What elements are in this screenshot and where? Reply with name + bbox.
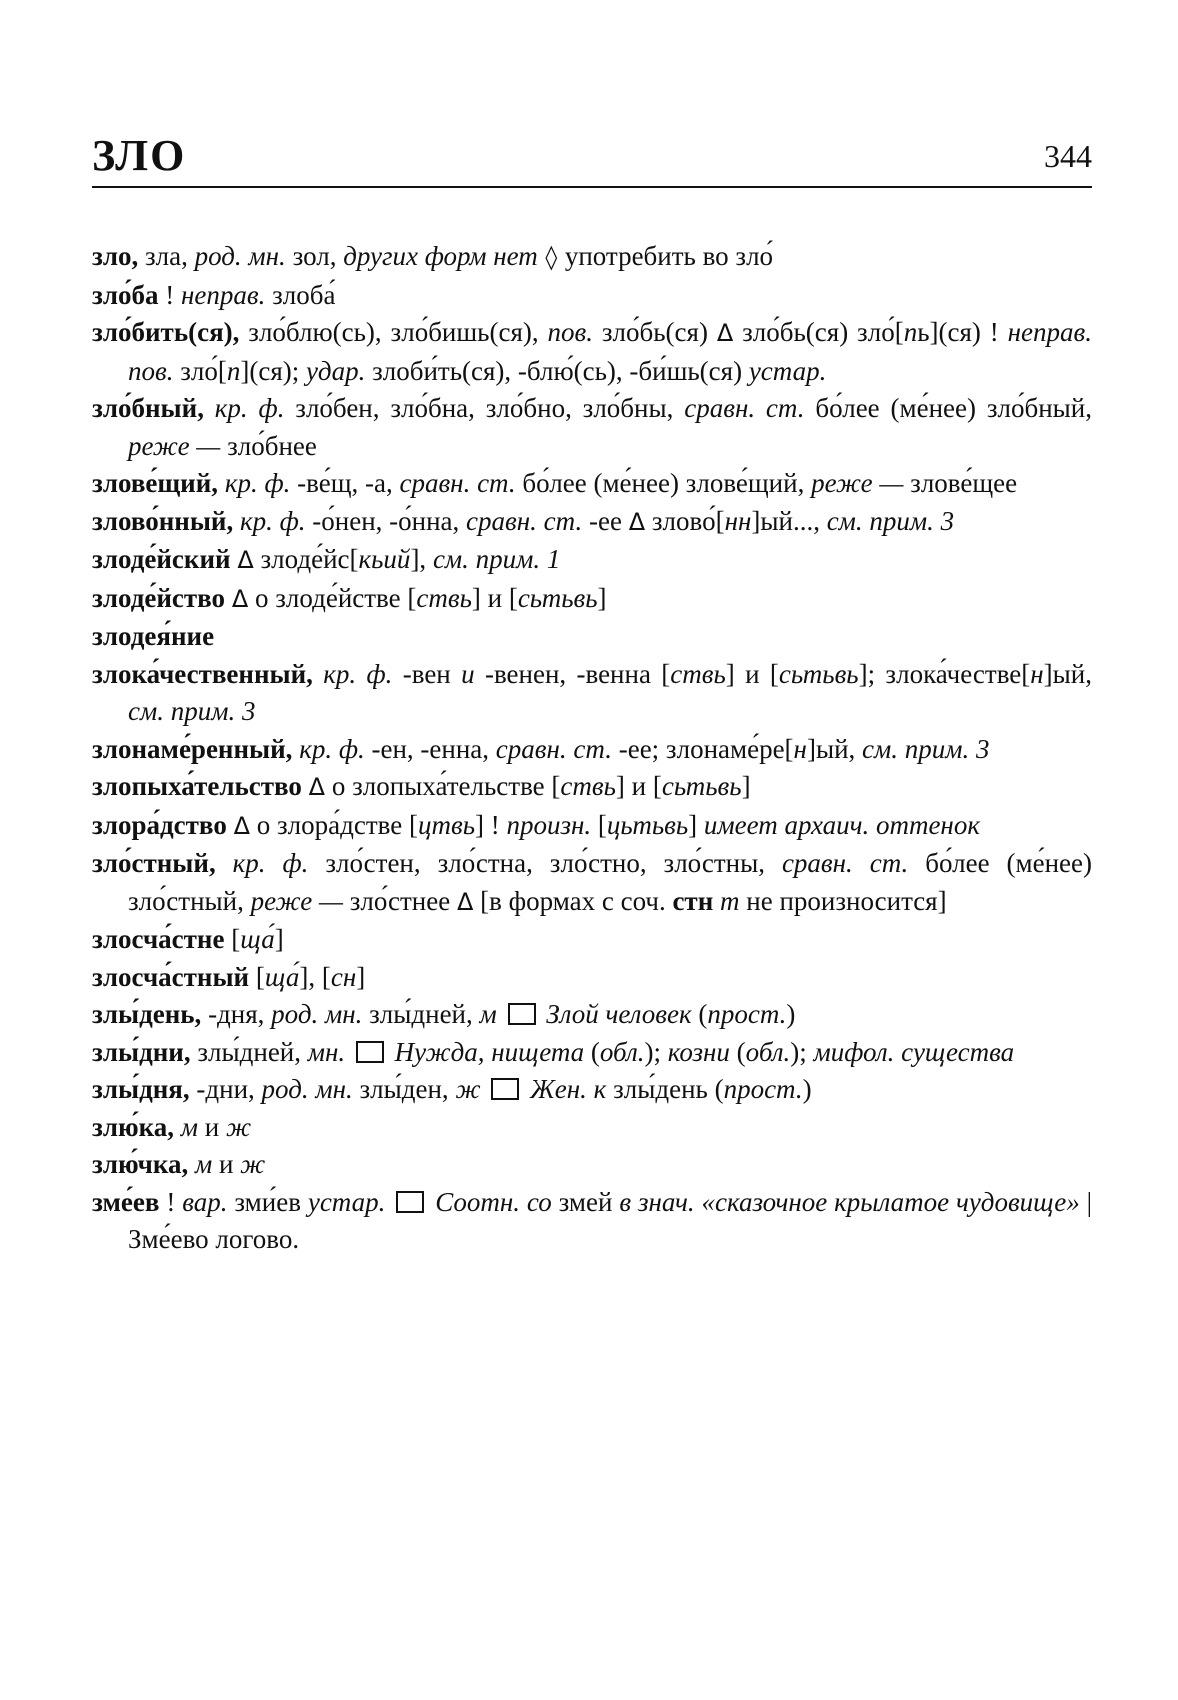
grammar-label: сьтьвь (661, 771, 742, 801)
entry-text: -венен, -венна [ (474, 658, 671, 689)
entry-headword: зло́бный, (92, 393, 204, 423)
entry-text: злы́дней, (362, 999, 480, 1029)
entry-headword: зло́бить(ся), (92, 317, 240, 347)
running-head (92, 128, 1092, 184)
bold-fragment: стн (672, 885, 714, 916)
dictionary-entry (92, 996, 1092, 1034)
grammar-label: и (461, 658, 475, 689)
dictionary-entry (92, 541, 1092, 580)
grammar-label: сравн. ст. (466, 505, 583, 536)
entry-text: ] ! (474, 809, 507, 840)
entry-text: ) (802, 1074, 812, 1104)
grammar-label: м (180, 1111, 199, 1142)
entry-text: -дни, (189, 1074, 262, 1104)
dictionary-entry (92, 314, 1092, 390)
entry-text: зол, (285, 241, 344, 271)
grammar-label: неправ. пов. (128, 317, 1092, 386)
entry-text: | Зме́ево логово. (128, 1186, 1093, 1254)
entry-text: о злоде́йстве [ (248, 582, 417, 613)
entry-headword: злю́ка, (92, 1111, 175, 1142)
entry-text: ]ый..., (751, 505, 827, 536)
entry-text (188, 1149, 195, 1179)
grammar-label: прост. (707, 999, 787, 1029)
grammar-label: сравн. ст. (684, 393, 805, 423)
entry-text: злоде́йс[ (253, 544, 359, 574)
entry-text: о злопыха́тельстве [ (325, 771, 561, 801)
entry-text (227, 810, 234, 840)
entry-text (225, 583, 232, 613)
entry-text: бо́лее (ме́нее) зло́бный, (804, 393, 1092, 423)
grammar-label: кр. ф. (232, 848, 309, 878)
entry-text: ](ся); (240, 355, 307, 386)
grammar-label: м (479, 999, 497, 1029)
dictionary-entry (92, 1034, 1092, 1072)
grammar-label: сьтьвь (517, 582, 598, 613)
dictionary-entry (92, 390, 1092, 465)
grammar-label: Нужда, нищета (394, 1036, 585, 1067)
entry-text: бо́лее (ме́нее) злове́щий, (515, 468, 812, 498)
grammar-label: реже — (250, 885, 343, 916)
entry-headword: злопыха́тельство (92, 771, 302, 801)
grammar-label: цтвь (417, 809, 475, 840)
grammar-label: цьтьвь (606, 809, 689, 840)
grammar-label: п (226, 355, 241, 386)
entry-text (713, 886, 720, 916)
entry-text: -ен, -енна, (364, 733, 496, 764)
dictionary-entry (92, 807, 1092, 846)
entry-text: -вен (392, 658, 462, 689)
grammar-label: имеет архаич. оттенок (703, 809, 980, 840)
grammar-label: удар. (306, 355, 366, 386)
grammar-label: реже — (811, 468, 904, 498)
header-rule (92, 186, 1092, 188)
entry-text: не произносится] (739, 885, 947, 916)
dictionary-entry (92, 618, 1092, 656)
entry-text: ]ый, (806, 733, 863, 764)
grammar-label: м (194, 1149, 213, 1179)
grammar-label: род. мн. (194, 241, 286, 271)
grammar-label: кр. ф. (323, 658, 393, 689)
entry-text (313, 659, 323, 689)
entry-text: -о́нен, -о́нна, (305, 505, 467, 536)
entry-text: ! (159, 1186, 183, 1217)
dictionary-entry (92, 921, 1092, 959)
grammar-label: обл. (745, 1036, 791, 1067)
entry-headword: злы́дни, (92, 1036, 191, 1067)
entry-text: ] (274, 924, 284, 954)
dictionary-entry (92, 503, 1092, 542)
grammar-label: кр. ф. (239, 505, 306, 536)
entry-text: ] (741, 771, 751, 801)
entry-text: ] (688, 809, 704, 840)
grammar-label: ща́ (264, 961, 300, 992)
dictionary-entry (92, 959, 1092, 997)
entry-text (388, 1037, 395, 1067)
grammar-label: козни (667, 1036, 730, 1067)
dictionary-entry (92, 1184, 1092, 1259)
dictionary-entry (92, 1071, 1092, 1109)
entry-text: злы́дней, (190, 1036, 308, 1067)
grammar-label: устар. (307, 1186, 386, 1217)
entry-text (345, 1037, 352, 1067)
entry-text: ) (786, 999, 796, 1029)
grammar-label: нн (724, 505, 752, 536)
entry-text: -ее (582, 505, 629, 536)
grammar-label: мифол. существа (813, 1036, 1015, 1067)
entry-headword: злоде́йство (92, 582, 226, 613)
dictionary-entry (92, 768, 1092, 807)
dictionary-entry (92, 1109, 1092, 1147)
entry-text: ]ый, (1043, 658, 1093, 689)
definition-box-icon (491, 1078, 519, 1100)
grammar-label: сьтьвь (778, 658, 859, 689)
entry-text: злоби́ть(ся), -блю́(сь), -би́шь(ся) (365, 355, 749, 386)
entry-headword: злосча́стный (92, 961, 250, 992)
grammar-label: Соотн. со (435, 1186, 552, 1217)
entry-text: зло́бнее (220, 430, 317, 461)
entry-text: зло́стнее (342, 885, 457, 916)
grammar-label: Жен. к (530, 1074, 607, 1104)
grammar-label: н (793, 733, 807, 764)
entry-list (92, 238, 1092, 1259)
entry-text: ( (584, 1036, 600, 1067)
delta-symbol-icon: Δ (456, 887, 474, 916)
grammar-label: реже — (128, 430, 221, 461)
entry-text: зла, (138, 241, 195, 271)
head-word: ЗЛО (92, 131, 187, 180)
grammar-label: обл. (599, 1036, 645, 1067)
entry-headword: злока́чественный, (92, 658, 313, 689)
grammar-label: ща́ (240, 924, 275, 954)
delta-symbol-icon: Δ (628, 507, 646, 536)
grammar-label: сравн. ст. (495, 733, 612, 764)
dictionary-entry (92, 580, 1092, 619)
dictionary-entry (92, 465, 1092, 503)
entry-text (218, 468, 225, 498)
grammar-label: сравн. ст. (781, 848, 909, 878)
entry-text: злоба́ (265, 279, 336, 310)
grammar-label: см. прим. 3 (862, 733, 990, 764)
entry-text: зло́блю(сь), зло́бишь(ся), (239, 317, 548, 347)
entry-headword: злосча́стне (92, 924, 225, 954)
entry-text: злово́[ (645, 505, 725, 536)
entry-text (204, 393, 215, 423)
entry-headword: злове́щий, (92, 468, 219, 498)
entry-text: ); (644, 1036, 668, 1067)
entry-text: ], [ (299, 961, 331, 992)
entry-text: и (212, 1149, 241, 1179)
entry-text: [ (224, 924, 241, 954)
grammar-label: см. прим. 3 (128, 696, 256, 726)
dictionary-entry (92, 277, 1092, 315)
grammar-label: род. мн. (261, 1074, 353, 1104)
entry-headword: злово́нный, (92, 505, 234, 536)
entry-text (385, 1187, 392, 1217)
grammar-label: н (1030, 658, 1044, 689)
entry-text: злове́щее (903, 468, 1018, 498)
entry-text: ] и [ (615, 771, 662, 801)
grammar-label: сн (330, 961, 357, 992)
grammar-label: род. мн. (271, 999, 363, 1029)
grammar-label: ствь (416, 582, 472, 613)
entry-text (216, 848, 233, 878)
grammar-label: кр. ф. (299, 733, 365, 764)
grammar-label: кр. ф. (224, 468, 291, 498)
entry-headword: злы́дня, (92, 1074, 190, 1104)
entry-text: употребить во зло́ (564, 241, 774, 271)
grammar-label: ствь (560, 771, 616, 801)
dictionary-entry (92, 731, 1092, 769)
grammar-label: кр. ф. (214, 393, 285, 423)
entry-headword: злы́день, (92, 999, 202, 1029)
entry-text: [ (249, 961, 265, 992)
entry-text: ] (597, 582, 607, 613)
grammar-label: см. прим. 3 (826, 505, 955, 536)
dictionary-entry (92, 845, 1092, 921)
entry-headword: зло́стный, (92, 848, 216, 878)
grammar-label: ствь (670, 658, 726, 689)
grammar-label: сравн. ст. (399, 468, 516, 498)
grammar-label: ж (455, 1074, 481, 1104)
entry-text: [ (591, 809, 607, 840)
entry-text (497, 999, 504, 1029)
grammar-label: произн. (506, 809, 592, 840)
page-number: 344 (1044, 138, 1092, 174)
delta-symbol-icon: Δ (716, 319, 734, 347)
grammar-label: устар. (748, 355, 827, 386)
entry-text: зло́стен, зло́стна, зло́стно, зло́стны, (308, 848, 782, 878)
grammar-label: см. прим. 1 (432, 544, 561, 574)
entry-headword: зме́ев (92, 1186, 160, 1217)
entry-text: и (198, 1111, 226, 1142)
entry-text: ] (356, 961, 366, 992)
grammar-label: в знач. «сказочное крылатое чудовище» (619, 1186, 1080, 1217)
entry-text: ); (790, 1036, 814, 1067)
entry-text: [в формах с соч. (473, 885, 673, 916)
entry-text: ]; злока́честве[ (858, 658, 1031, 689)
entry-text: ! (158, 279, 181, 310)
entry-text (302, 771, 309, 801)
dictionary-entry (92, 1146, 1092, 1184)
entry-text: о злора́дстве [ (250, 809, 418, 840)
grammar-label: прост. (723, 1074, 803, 1104)
entry-text: зми́ев (227, 1186, 308, 1217)
entry-text: зло́бен, зло́бна, зло́бно, зло́бны, (284, 393, 685, 423)
grammar-label: других форм нет (343, 241, 538, 271)
grammar-label: ж (225, 1111, 252, 1142)
definition-box-icon (356, 1041, 384, 1063)
grammar-label: мн. (307, 1036, 346, 1067)
entry-headword: зло, (92, 241, 139, 271)
entry-text (174, 1112, 181, 1142)
grammar-label: Злой человек (546, 999, 692, 1029)
entry-text: змей (551, 1186, 620, 1217)
entry-text (233, 506, 240, 536)
grammar-label: пов. (547, 317, 593, 347)
entry-text: зло́бь(ся) зло́[ (733, 317, 904, 347)
definition-box-icon (396, 1191, 424, 1213)
entry-headword: злодея́ние (92, 621, 215, 651)
entry-text: ( (691, 999, 708, 1029)
delta-symbol-icon: Δ (231, 584, 249, 613)
entry-text: -ее; злонаме́ре[ (611, 733, 794, 764)
entry-text: зло́[ (173, 355, 227, 386)
grammar-label: вар. (182, 1186, 228, 1217)
entry-headword: злонаме́ренный, (92, 733, 293, 764)
entry-text: ], (410, 544, 433, 574)
grammar-label: т (720, 885, 740, 916)
entry-text: зло́бь(ся) (592, 317, 717, 347)
delta-symbol-icon: Δ (233, 811, 250, 840)
entry-text: ь](ся) ! (917, 317, 1008, 347)
entry-headword: злоде́йский (92, 544, 231, 574)
grammar-label: ж (240, 1149, 266, 1179)
entry-text: ( (729, 1036, 746, 1067)
entry-headword: злю́чка, (92, 1149, 189, 1179)
entry-text: -дня, (201, 999, 272, 1029)
entry-text: ] и [ (725, 658, 779, 689)
delta-symbol-icon: Δ (308, 773, 326, 801)
entry-text: злы́ден, (352, 1074, 456, 1104)
dictionary-entry (92, 238, 1092, 277)
grammar-label: неправ. (181, 279, 266, 310)
diamond-symbol-icon: ◊ (537, 243, 565, 271)
entry-headword: зло́ба (92, 279, 159, 310)
entry-text: ] и [ (471, 582, 518, 613)
delta-symbol-icon: Δ (237, 546, 254, 574)
entry-text (481, 1074, 488, 1104)
grammar-label: кьий (358, 544, 411, 574)
definition-box-icon (508, 1003, 536, 1025)
entry-text: злы́день ( (606, 1074, 724, 1104)
grammar-label: п (903, 317, 918, 347)
entry-text: -ве́щ, -а, (290, 468, 400, 498)
entry-headword: злора́дство (92, 809, 227, 840)
entry-text: бо́лее (ме́нее) зло́стный, (128, 848, 1092, 916)
dictionary-entry (92, 656, 1092, 731)
